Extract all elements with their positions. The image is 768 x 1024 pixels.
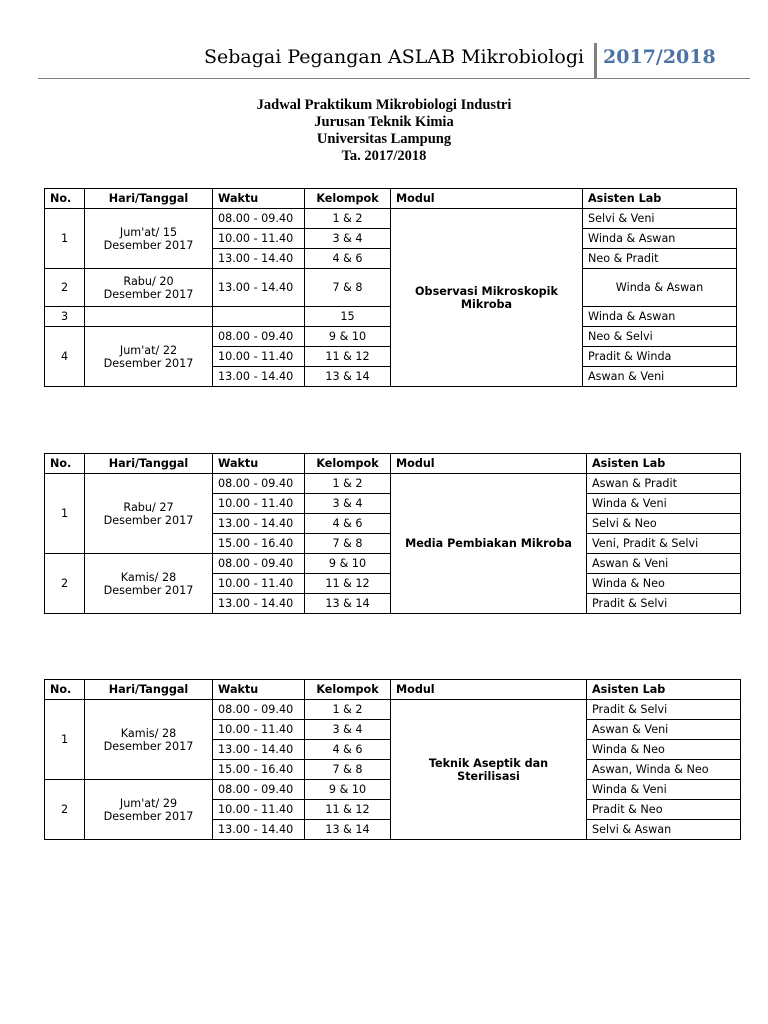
schedule-table: [44, 188, 737, 387]
column-header: Asisten Lab: [587, 454, 741, 474]
group-cell: 13 & 14: [305, 820, 391, 840]
assistant-cell: Winda & Neo: [587, 740, 741, 760]
assistant-cell: Neo & Selvi: [583, 327, 737, 347]
time-cell: 10.00 - 11.40: [213, 574, 305, 594]
time-cell: 08.00 - 09.40: [213, 474, 305, 494]
day-label: Rabu/ 27: [123, 500, 174, 514]
column-header: Modul: [391, 189, 583, 209]
day-label: Kamis/ 28: [120, 726, 177, 740]
group-cell: 7 & 8: [305, 269, 391, 307]
assistant-cell: Selvi & Veni: [583, 209, 737, 229]
date-label: Desember 2017: [103, 583, 194, 597]
day-date-cell: [85, 209, 213, 269]
column-header: No.: [45, 680, 85, 700]
day-label: Jum'at/ 29: [119, 796, 178, 810]
time-cell: 13.00 - 14.40: [213, 820, 305, 840]
time-cell: 10.00 - 11.40: [213, 229, 305, 249]
time-cell: 08.00 - 09.40: [213, 780, 305, 800]
time-cell: [213, 307, 305, 327]
column-header: Asisten Lab: [583, 189, 737, 209]
table-header-row: [45, 680, 741, 700]
time-cell: 08.00 - 09.40: [213, 327, 305, 347]
header-rule: [38, 78, 750, 79]
day-date-cell: [85, 554, 213, 614]
department-title: Jurusan Teknik Kimia: [314, 114, 454, 130]
column-header: Modul: [391, 454, 587, 474]
day-date-cell: [85, 474, 213, 554]
time-cell: 08.00 - 09.40: [213, 209, 305, 229]
time-cell: 15.00 - 16.40: [213, 760, 305, 780]
module-cell: Media Pembiakan Mikroba: [391, 474, 587, 614]
date-label: Desember 2017: [103, 287, 194, 301]
column-header: Kelompok: [305, 454, 391, 474]
assistant-cell: Aswan & Pradit: [587, 474, 741, 494]
group-cell: 9 & 10: [305, 327, 391, 347]
date-label: Desember 2017: [103, 238, 194, 252]
day-date-cell: [85, 780, 213, 840]
day-label: Jum'at/ 15: [119, 225, 178, 239]
assistant-cell: Pradit & Selvi: [587, 700, 741, 720]
document-header-title: Sebagai Pegangan ASLAB Mikrobiologi: [204, 46, 585, 68]
assistant-cell: Winda & Aswan: [583, 269, 737, 307]
row-number: 2: [45, 269, 85, 307]
date-label: Desember 2017: [103, 809, 194, 823]
time-cell: 10.00 - 11.40: [213, 494, 305, 514]
schedule-table: [44, 679, 741, 840]
schedule-title: Jadwal Praktikum Mikrobiologi Industri: [256, 97, 512, 113]
assistant-cell: Veni, Pradit & Selvi: [587, 534, 741, 554]
row-number: 2: [45, 780, 85, 840]
column-header: Asisten Lab: [587, 680, 741, 700]
time-cell: 10.00 - 11.40: [213, 800, 305, 820]
table-header-row: [45, 189, 737, 209]
assistant-cell: Selvi & Aswan: [587, 820, 741, 840]
column-header: No.: [45, 454, 85, 474]
group-cell: 1 & 2: [305, 474, 391, 494]
time-cell: 13.00 - 14.40: [213, 269, 305, 307]
table-row: [45, 209, 737, 229]
group-cell: 4 & 6: [305, 740, 391, 760]
column-header: Hari/Tanggal: [85, 189, 213, 209]
assistant-cell: Neo & Pradit: [583, 249, 737, 269]
group-cell: 11 & 12: [305, 574, 391, 594]
document-header-year: 2017/2018: [603, 46, 716, 68]
assistant-cell: Winda & Veni: [587, 780, 741, 800]
time-cell: 10.00 - 11.40: [213, 347, 305, 367]
column-header: Waktu: [213, 680, 305, 700]
assistant-cell: Winda & Neo: [587, 574, 741, 594]
group-cell: 7 & 8: [305, 760, 391, 780]
group-cell: 1 & 2: [305, 700, 391, 720]
assistant-cell: Aswan & Veni: [587, 720, 741, 740]
time-cell: 08.00 - 09.40: [213, 554, 305, 574]
day-date-cell: [85, 327, 213, 387]
group-cell: 1 & 2: [305, 209, 391, 229]
group-cell: 3 & 4: [305, 720, 391, 740]
column-header: Modul: [391, 680, 587, 700]
time-cell: 15.00 - 16.40: [213, 534, 305, 554]
day-date-cell: [85, 269, 213, 307]
group-cell: 13 & 14: [305, 594, 391, 614]
header-divider: [594, 43, 597, 79]
day-label: Kamis/ 28: [120, 570, 177, 584]
assistant-cell: Winda & Aswan: [583, 307, 737, 327]
schedule-title-block: [0, 97, 768, 165]
schedule-table: [44, 453, 741, 614]
table-row: [45, 474, 741, 494]
group-cell: 9 & 10: [305, 554, 391, 574]
column-header: No.: [45, 189, 85, 209]
row-number: 4: [45, 327, 85, 387]
date-label: Desember 2017: [103, 739, 194, 753]
row-number: 1: [45, 700, 85, 780]
column-header: Waktu: [213, 189, 305, 209]
group-cell: 7 & 8: [305, 534, 391, 554]
date-label: Desember 2017: [103, 356, 194, 370]
row-number: 1: [45, 209, 85, 269]
time-cell: 13.00 - 14.40: [213, 514, 305, 534]
module-cell: Teknik Aseptik dan Sterilisasi: [391, 700, 587, 840]
group-cell: 3 & 4: [305, 229, 391, 249]
time-cell: 13.00 - 14.40: [213, 367, 305, 387]
assistant-cell: Winda & Aswan: [583, 229, 737, 249]
column-header: Waktu: [213, 454, 305, 474]
university-title: Universitas Lampung: [316, 131, 452, 147]
day-label: Rabu/ 20: [123, 274, 174, 288]
time-cell: 08.00 - 09.40: [213, 700, 305, 720]
table-header-row: [45, 454, 741, 474]
time-cell: 13.00 - 14.40: [213, 249, 305, 269]
assistant-cell: Pradit & Neo: [587, 800, 741, 820]
day-date-cell: [85, 307, 213, 327]
assistant-cell: Aswan & Veni: [587, 554, 741, 574]
group-cell: 4 & 6: [305, 514, 391, 534]
table-row: [45, 700, 741, 720]
assistant-cell: Winda & Veni: [587, 494, 741, 514]
column-header: Kelompok: [305, 680, 391, 700]
row-number: 3: [45, 307, 85, 327]
group-cell: 4 & 6: [305, 249, 391, 269]
group-cell: 13 & 14: [305, 367, 391, 387]
time-cell: 13.00 - 14.40: [213, 594, 305, 614]
group-cell: 11 & 12: [305, 347, 391, 367]
module-cell: Observasi Mikroskopik Mikroba: [391, 209, 583, 387]
assistant-cell: Aswan, Winda & Neo: [587, 760, 741, 780]
assistant-cell: Pradit & Selvi: [587, 594, 741, 614]
row-number: 1: [45, 474, 85, 554]
assistant-cell: Pradit & Winda: [583, 347, 737, 367]
assistant-cell: Selvi & Neo: [587, 514, 741, 534]
column-header: Kelompok: [305, 189, 391, 209]
time-cell: 10.00 - 11.40: [213, 720, 305, 740]
date-label: Desember 2017: [103, 513, 194, 527]
group-cell: 11 & 12: [305, 800, 391, 820]
column-header: Hari/Tanggal: [85, 680, 213, 700]
group-cell: 3 & 4: [305, 494, 391, 514]
assistant-cell: Aswan & Veni: [583, 367, 737, 387]
column-header: Hari/Tanggal: [85, 454, 213, 474]
day-label: Jum'at/ 22: [119, 343, 178, 357]
row-number: 2: [45, 554, 85, 614]
academic-year-title: Ta. 2017/2018: [341, 148, 427, 164]
time-cell: 13.00 - 14.40: [213, 740, 305, 760]
group-cell: 15: [305, 307, 391, 327]
group-cell: 9 & 10: [305, 780, 391, 800]
day-date-cell: [85, 700, 213, 780]
